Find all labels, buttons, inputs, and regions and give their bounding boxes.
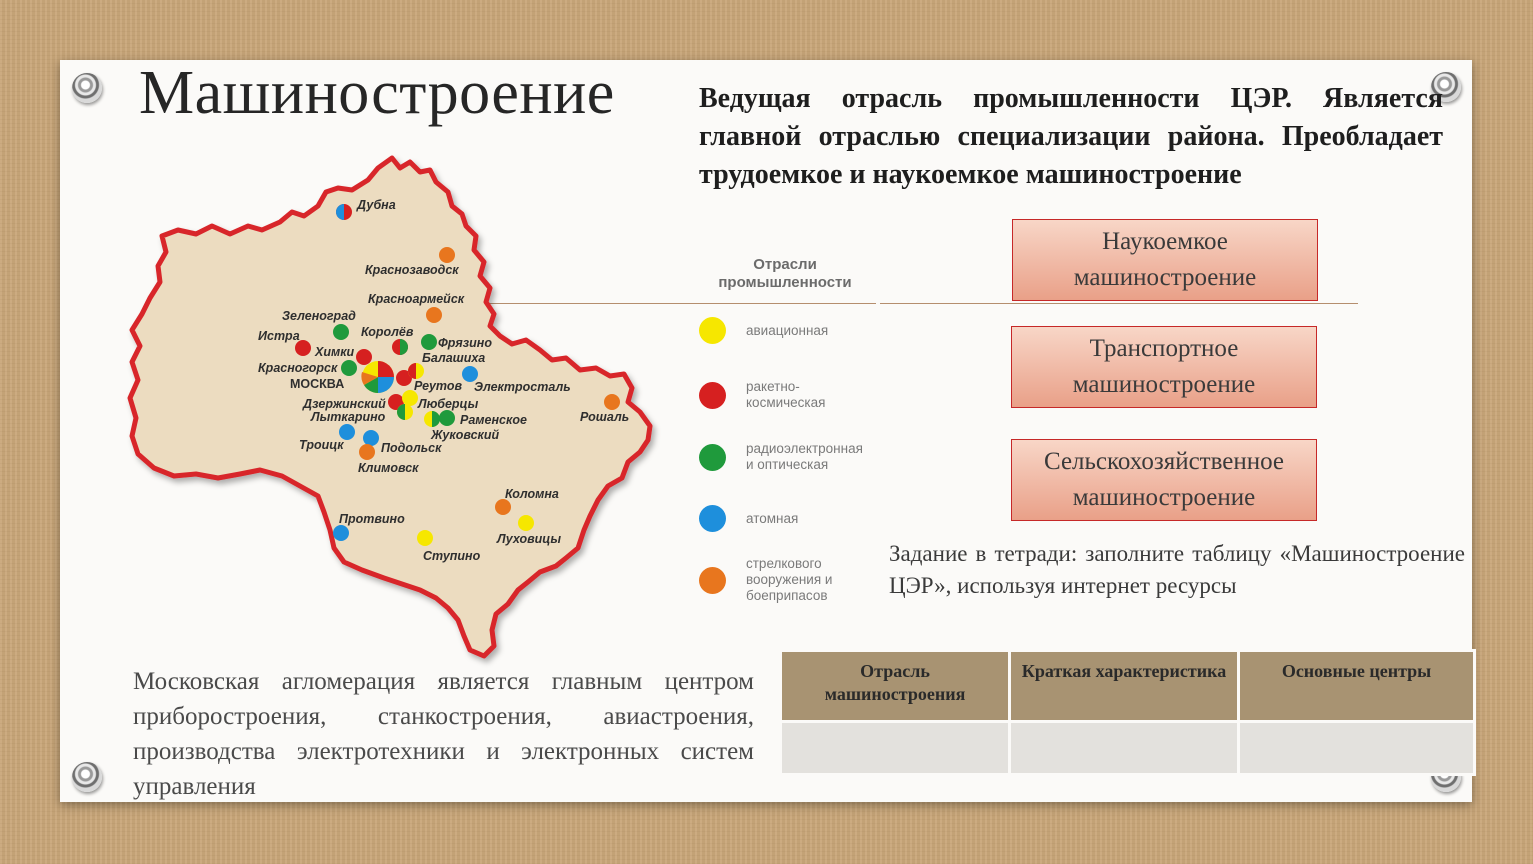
- divider-line: [880, 303, 1358, 304]
- city-label: Красноармейск: [368, 292, 465, 306]
- category-label: Транспортное машиностроение: [1072, 335, 1256, 398]
- marker-protvino: [333, 525, 349, 541]
- city-label: Королёв: [361, 325, 414, 339]
- city-label: Раменское: [460, 413, 527, 427]
- legend-title: Отрасли промышленности: [718, 256, 852, 291]
- category-box-transport: [1011, 326, 1317, 408]
- city-label: Дубна: [357, 198, 396, 212]
- marker-zelenograd: [333, 324, 349, 340]
- city-label: Краснозаводск: [365, 263, 459, 277]
- category-box-agricultural: [1011, 439, 1317, 521]
- marker-ramenskoe-b: [439, 410, 455, 426]
- city-label: Реутов: [414, 379, 463, 393]
- marker-krasnoarmeysk: [426, 307, 442, 323]
- task-text: Задание в тетради: заполните таблицу «Машиностроение ЦЭР», используя интернет ресурсы: [889, 541, 1465, 598]
- legend-swatch: [699, 444, 726, 471]
- marker-krasnogorsk: [341, 360, 357, 376]
- category-label: Сельскохозяйственное машиностроение: [1043, 448, 1285, 511]
- city-label: Троицк: [299, 438, 344, 452]
- city-label: Зеленоград: [282, 309, 356, 323]
- city-label: Рошаль: [580, 410, 630, 424]
- marker-fryazino: [421, 334, 437, 350]
- legend-label: ракетно- космическая: [746, 379, 826, 410]
- city-label: Химки: [315, 345, 355, 359]
- legend-swatch: [699, 505, 726, 532]
- marker-lukhovitsy: [518, 515, 534, 531]
- marker-kolomna: [495, 499, 511, 515]
- city-label: Луховицы: [497, 532, 562, 546]
- category-label: Наукоемкое машиностроение: [1073, 228, 1257, 291]
- table-cell[interactable]: [1010, 722, 1239, 775]
- legend-item-electronics: [699, 441, 863, 473]
- city-label: МОСКВА: [290, 377, 345, 391]
- city-label: Коломна: [505, 487, 559, 501]
- table-row: [781, 722, 1475, 775]
- marker-stupino: [417, 530, 433, 546]
- lead-text: Ведущая отрасль промышленности ЦЭР. Является главной отраслью специализации района. Преобладает трудоемкое и наукоемкое машиностроение: [699, 83, 1443, 190]
- city-label: Подольск: [381, 441, 442, 455]
- city-label: Жуковский: [431, 428, 500, 442]
- table-header-centers: Основные центры: [1239, 651, 1475, 722]
- table-cell[interactable]: [1239, 722, 1475, 775]
- city-label: Фрязино: [438, 336, 492, 350]
- city-label: Истра: [258, 329, 300, 343]
- legend-swatch: [699, 382, 726, 409]
- table-header-description: Краткая характеристика: [1010, 651, 1239, 722]
- page-title: Машиностроение: [139, 59, 615, 127]
- pushpin-icon: [72, 762, 102, 792]
- legend-item-weapons: [699, 556, 832, 604]
- region-map: [0, 0, 700, 700]
- city-label: Балашиха: [422, 351, 486, 365]
- assignment-table: [779, 649, 1476, 776]
- city-label: Ступино: [423, 549, 481, 563]
- marker-podolsk: [363, 430, 379, 446]
- agglomeration-text: Московская агломерация является главным центром приборостроения, станкостроения, авиастроения, производства электротехники и электронных систем управления: [133, 668, 754, 800]
- table-header-branch: Отрасль машиностроения: [781, 651, 1010, 722]
- city-label: Лыткарино: [311, 410, 386, 424]
- city-label: Климовск: [358, 461, 419, 475]
- city-label: Электросталь: [474, 380, 571, 394]
- legend-item-rocket: [699, 379, 825, 411]
- category-box-science: [1012, 219, 1318, 301]
- legend-swatch: [699, 317, 726, 344]
- city-label: Люберцы: [418, 397, 479, 411]
- marker-khimki: [356, 349, 372, 365]
- city-label: Протвино: [339, 512, 405, 526]
- city-label: Красногорск: [258, 361, 338, 375]
- legend-label: стрелкового вооружения и боеприпасов: [746, 556, 833, 603]
- legend-label: авиационная: [746, 322, 829, 338]
- marker-klimovsk: [359, 444, 375, 460]
- marker-roshal: [604, 394, 620, 410]
- legend-swatch: [699, 567, 726, 594]
- city-label: Дзержинский: [303, 397, 386, 411]
- legend-label: радиоэлектронная и оптическая: [746, 441, 863, 472]
- legend-label: атомная: [746, 510, 799, 526]
- marker-krasnozavodsk: [439, 247, 455, 263]
- legend-item-nuclear: [699, 505, 798, 532]
- table-cell[interactable]: [781, 722, 1010, 775]
- legend-item-aviation: [699, 317, 828, 344]
